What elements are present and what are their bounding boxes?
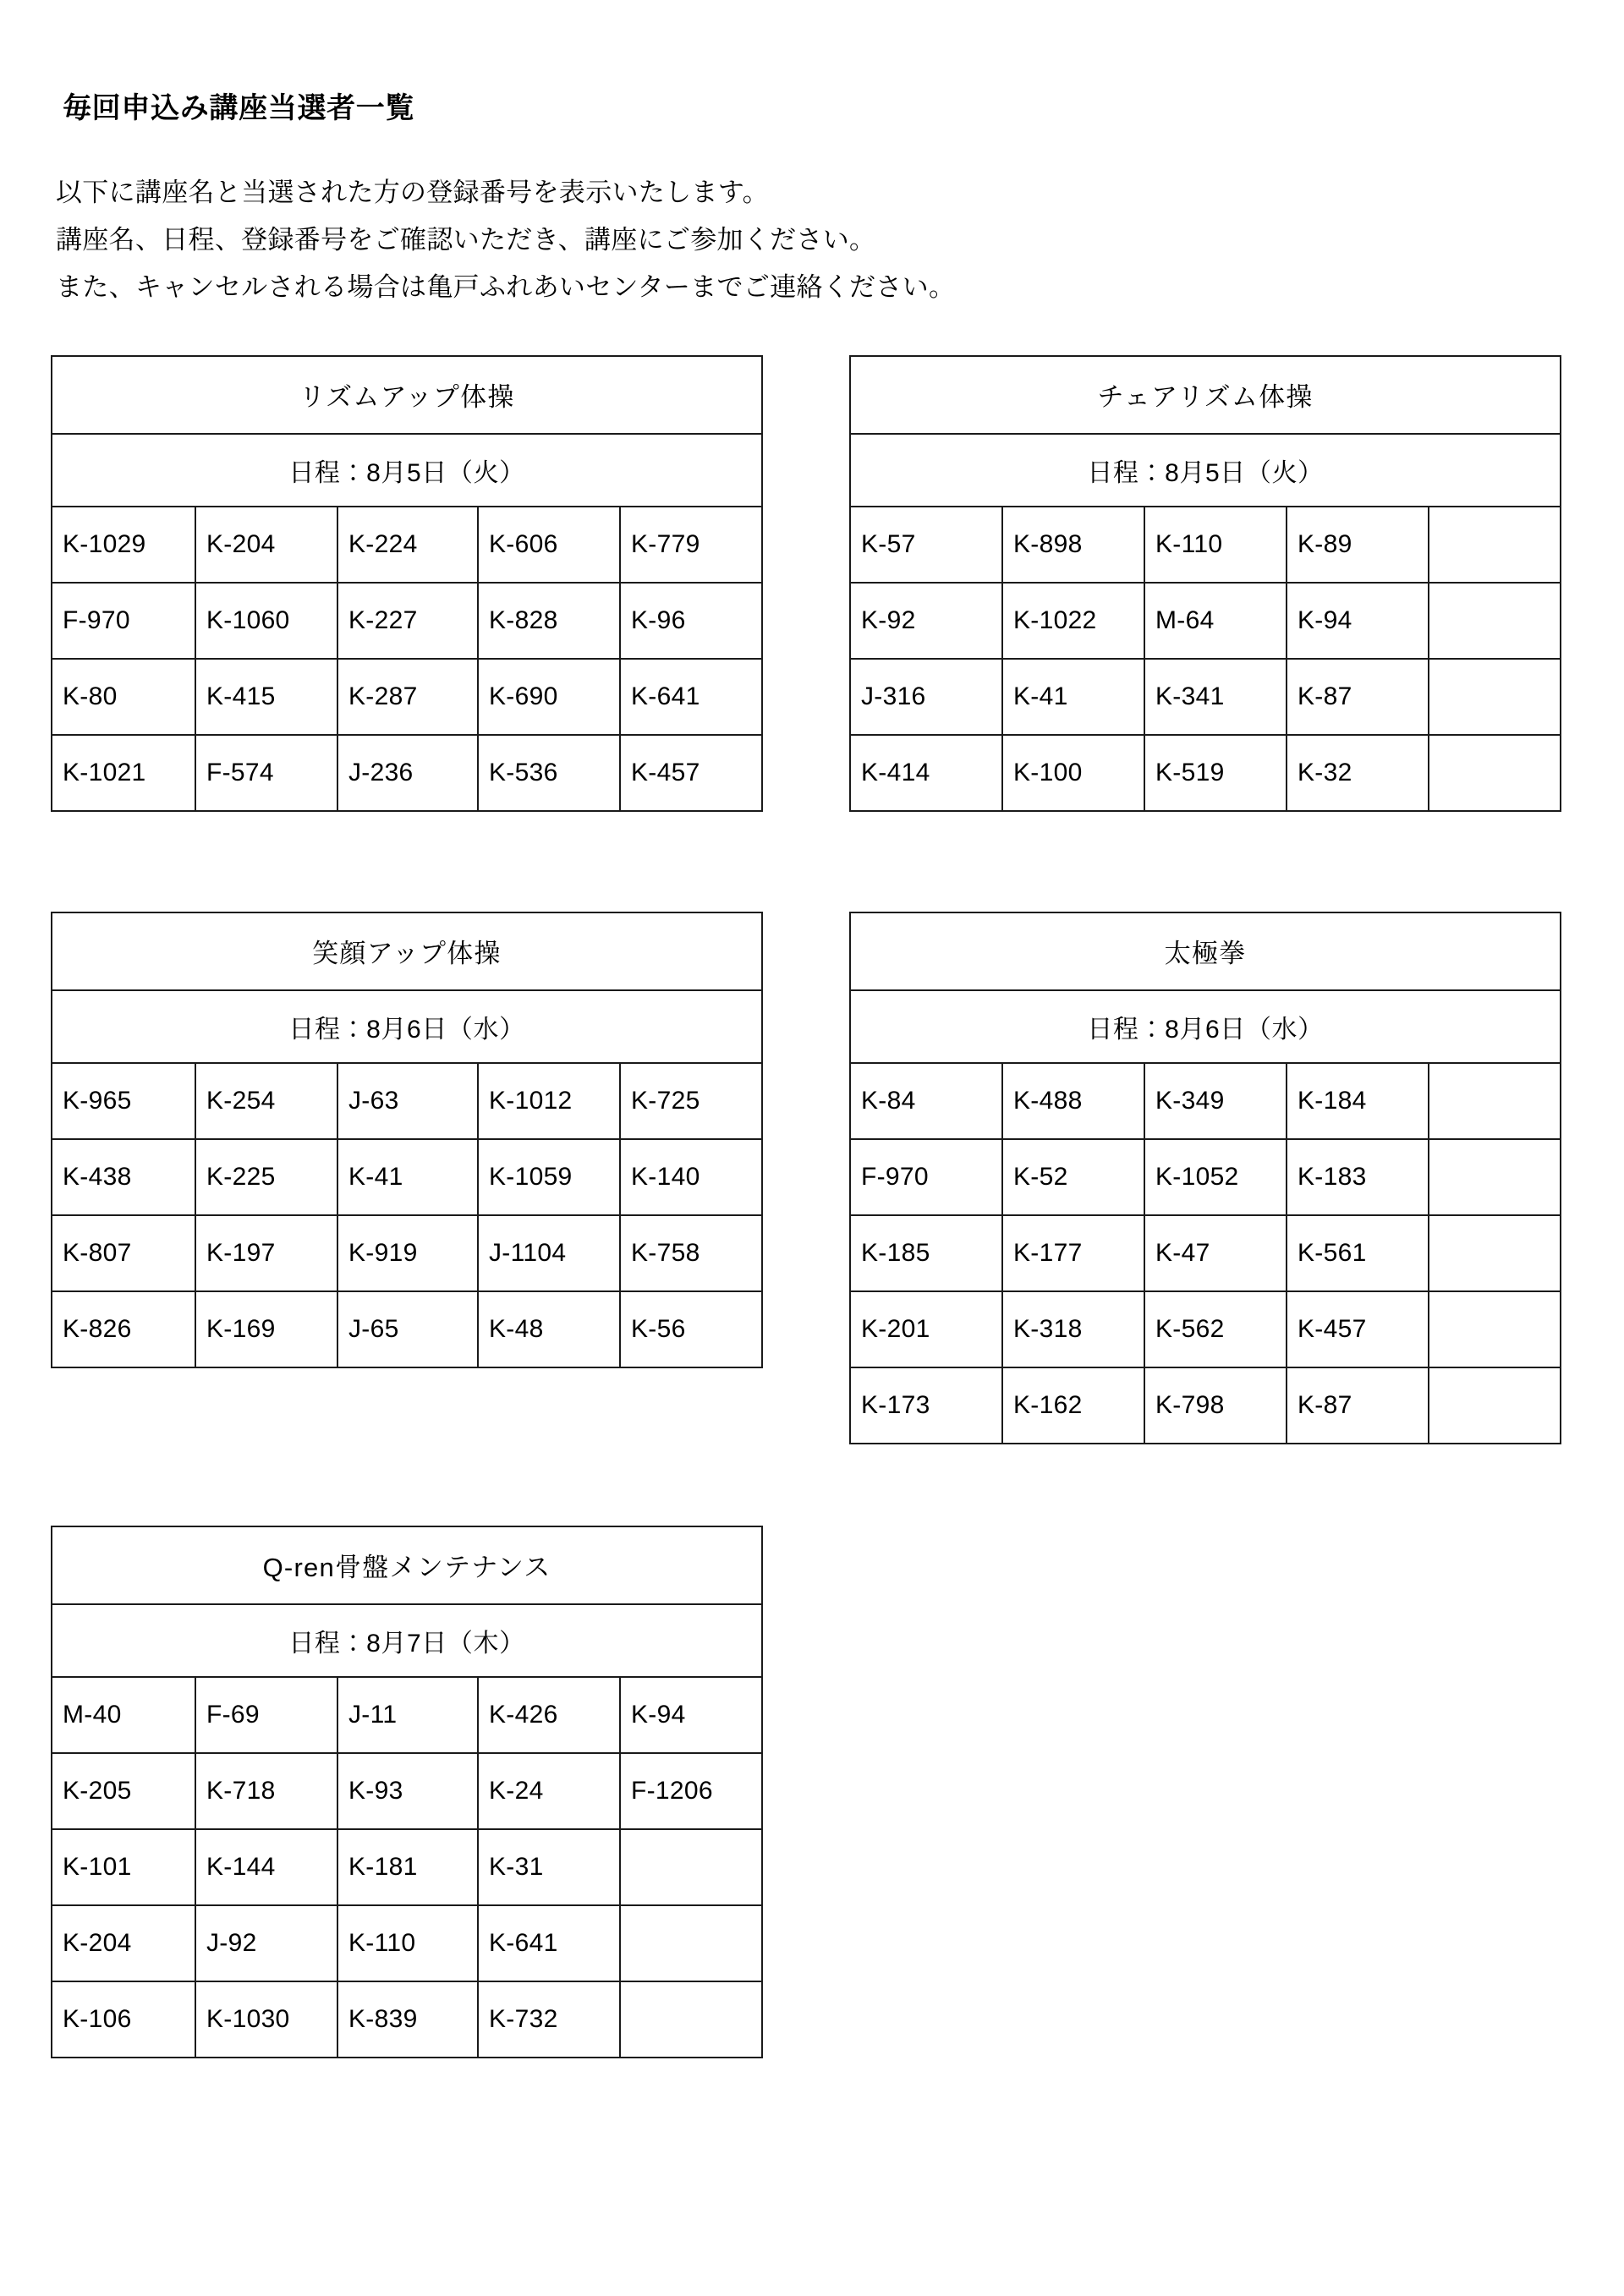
registration-number: M-40 (52, 1677, 195, 1753)
registration-number: K-732 (478, 1981, 620, 2058)
tables-column-right-1 (849, 355, 1594, 812)
registration-number-empty (620, 1981, 762, 2058)
intro-paragraph (56, 172, 1548, 310)
table-row (52, 1905, 762, 1981)
registration-number: K-32 (1287, 735, 1429, 811)
course-tables-area (51, 355, 1548, 2058)
registration-number: K-1060 (195, 583, 337, 659)
registration-number: K-183 (1287, 1139, 1429, 1215)
course-name: 笑顔アップ体操 (52, 912, 762, 990)
registration-number: K-201 (850, 1291, 1002, 1367)
registration-number: K-1052 (1144, 1139, 1287, 1215)
registration-number: K-415 (195, 659, 337, 735)
registration-number: K-779 (620, 507, 762, 583)
registration-number-empty (1429, 583, 1561, 659)
registration-number: K-641 (620, 659, 762, 735)
registration-number: K-169 (195, 1291, 337, 1367)
table-row (850, 659, 1561, 735)
table-row (850, 1291, 1561, 1367)
registration-number-empty (1429, 1215, 1561, 1291)
registration-number: K-725 (620, 1063, 762, 1139)
registration-number: K-87 (1287, 659, 1429, 735)
registration-number: J-1104 (478, 1215, 620, 1291)
registration-number: K-94 (620, 1677, 762, 1753)
registration-number: K-48 (478, 1291, 620, 1367)
course-date: 日程：8月5日（火） (52, 434, 762, 507)
table-row (850, 1063, 1561, 1139)
registration-number-empty (1429, 1139, 1561, 1215)
registration-number: K-1059 (478, 1139, 620, 1215)
registration-number: K-641 (478, 1905, 620, 1981)
registration-number: K-457 (1287, 1291, 1429, 1367)
registration-number: K-718 (195, 1753, 337, 1829)
spacer (51, 1444, 1548, 1526)
page-title: 毎回申込み講座当選者一覧 (63, 92, 415, 124)
table-row (52, 735, 762, 811)
table-row (52, 1291, 762, 1367)
registration-number: K-224 (337, 507, 478, 583)
registration-number-empty (1429, 735, 1561, 811)
registration-number: K-110 (1144, 507, 1287, 583)
tables-row-2 (51, 912, 1548, 1444)
registration-number: K-93 (337, 1753, 478, 1829)
registration-number: K-758 (620, 1215, 762, 1291)
table-date-row (52, 990, 762, 1063)
table-row (850, 735, 1561, 811)
registration-number: F-69 (195, 1677, 337, 1753)
registration-number: K-87 (1287, 1367, 1429, 1444)
table-title-row (52, 1526, 762, 1604)
registration-number: J-92 (195, 1905, 337, 1981)
table-date-row (52, 1604, 762, 1677)
table-row (850, 1367, 1561, 1444)
registration-number: K-47 (1144, 1215, 1287, 1291)
registration-number: K-318 (1002, 1291, 1144, 1367)
registration-number: K-457 (620, 735, 762, 811)
registration-number: K-31 (478, 1829, 620, 1905)
tables-row-3 (51, 1526, 1548, 2058)
course-name: リズムアップ体操 (52, 356, 762, 434)
registration-number: K-184 (1287, 1063, 1429, 1139)
registration-number: K-341 (1144, 659, 1287, 735)
registration-number: K-57 (850, 507, 1002, 583)
registration-number: K-162 (1002, 1367, 1144, 1444)
registration-number: J-236 (337, 735, 478, 811)
registration-number: K-110 (337, 1905, 478, 1981)
registration-number: K-254 (195, 1063, 337, 1139)
registration-number: J-63 (337, 1063, 478, 1139)
registration-number: F-970 (850, 1139, 1002, 1215)
registration-number: K-898 (1002, 507, 1144, 583)
registration-number: K-185 (850, 1215, 1002, 1291)
table-row (850, 507, 1561, 583)
tables-column-left-1 (51, 355, 795, 812)
registration-number-empty (1429, 507, 1561, 583)
course-date: 日程：8月5日（火） (850, 434, 1561, 507)
table-title-row (850, 912, 1561, 990)
registration-number-empty (1429, 659, 1561, 735)
registration-number: K-839 (337, 1981, 478, 2058)
registration-number: K-349 (1144, 1063, 1287, 1139)
registration-number: K-96 (620, 583, 762, 659)
registration-number: K-919 (337, 1215, 478, 1291)
table-row (52, 1063, 762, 1139)
registration-number: K-414 (850, 735, 1002, 811)
table-date-row (850, 434, 1561, 507)
registration-number: K-807 (52, 1215, 195, 1291)
registration-number: K-52 (1002, 1139, 1144, 1215)
registration-number: K-826 (52, 1291, 195, 1367)
registration-number: K-426 (478, 1677, 620, 1753)
intro-line-1: 以下に講座名と当選された方の登録番号を表示いたします。 (56, 178, 769, 207)
course-table-rhythm-up (51, 355, 763, 812)
registration-number: K-227 (337, 583, 478, 659)
registration-number: K-197 (195, 1215, 337, 1291)
tables-column-left-2 (51, 912, 795, 1368)
table-row (52, 583, 762, 659)
registration-number: K-1030 (195, 1981, 337, 2058)
registration-number: K-690 (478, 659, 620, 735)
registration-number-empty (620, 1905, 762, 1981)
course-date: 日程：8月7日（木） (52, 1604, 762, 1677)
intro-line-2: 講座名、日程、登録番号をご確認いただき、講座にご参加ください。 (56, 225, 876, 255)
registration-number: K-519 (1144, 735, 1287, 811)
registration-number: K-89 (1287, 507, 1429, 583)
registration-number: K-287 (337, 659, 478, 735)
registration-number: K-1021 (52, 735, 195, 811)
table-title-row (52, 912, 762, 990)
registration-number: K-562 (1144, 1291, 1287, 1367)
registration-number: K-24 (478, 1753, 620, 1829)
registration-number: K-80 (52, 659, 195, 735)
registration-number: K-106 (52, 1981, 195, 2058)
table-title-row (52, 356, 762, 434)
registration-number: F-574 (195, 735, 337, 811)
course-date: 日程：8月6日（水） (850, 990, 1561, 1063)
registration-number: K-204 (52, 1905, 195, 1981)
registration-number: K-1012 (478, 1063, 620, 1139)
course-name: 太極拳 (850, 912, 1561, 990)
table-row (850, 1139, 1561, 1215)
registration-number: K-181 (337, 1829, 478, 1905)
registration-number: F-970 (52, 583, 195, 659)
table-date-row (850, 990, 1561, 1063)
table-row (52, 1753, 762, 1829)
registration-number: J-65 (337, 1291, 478, 1367)
table-row (52, 1139, 762, 1215)
tables-column-left-3 (51, 1526, 795, 2058)
registration-number: K-488 (1002, 1063, 1144, 1139)
spacer (51, 812, 1548, 912)
table-row (52, 1981, 762, 2058)
course-name: Q-ren骨盤メンテナンス (52, 1526, 762, 1604)
tables-column-right-2 (849, 912, 1594, 1444)
registration-number: K-1022 (1002, 583, 1144, 659)
registration-number: K-84 (850, 1063, 1002, 1139)
course-name: チェアリズム体操 (850, 356, 1561, 434)
registration-number: K-438 (52, 1139, 195, 1215)
registration-number: J-316 (850, 659, 1002, 735)
tables-row-1 (51, 355, 1548, 812)
registration-number: K-965 (52, 1063, 195, 1139)
registration-number-empty (1429, 1063, 1561, 1139)
registration-number: F-1206 (620, 1753, 762, 1829)
table-row (52, 659, 762, 735)
table-row (850, 583, 1561, 659)
registration-number: K-177 (1002, 1215, 1144, 1291)
table-title-row (850, 356, 1561, 434)
course-table-smile-up (51, 912, 763, 1368)
table-row (52, 1829, 762, 1905)
registration-number-empty (1429, 1367, 1561, 1444)
registration-number: K-536 (478, 735, 620, 811)
table-date-row (52, 434, 762, 507)
registration-number-empty (620, 1829, 762, 1905)
registration-number: K-140 (620, 1139, 762, 1215)
course-table-taichi (849, 912, 1561, 1444)
table-row (52, 507, 762, 583)
registration-number: K-56 (620, 1291, 762, 1367)
registration-number: K-561 (1287, 1215, 1429, 1291)
registration-number: K-94 (1287, 583, 1429, 659)
registration-number: K-205 (52, 1753, 195, 1829)
registration-number-empty (1429, 1291, 1561, 1367)
registration-number: K-101 (52, 1829, 195, 1905)
intro-line-3: また、キャンセルされる場合は亀戸ふれあいセンターまでご連絡ください。 (56, 272, 956, 303)
course-table-qren-pelvis (51, 1526, 763, 2058)
table-row (52, 1677, 762, 1753)
registration-number: K-606 (478, 507, 620, 583)
registration-number: K-41 (1002, 659, 1144, 735)
registration-number: K-204 (195, 507, 337, 583)
registration-number: J-11 (337, 1677, 478, 1753)
registration-number: K-92 (850, 583, 1002, 659)
table-row (850, 1215, 1561, 1291)
registration-number: K-225 (195, 1139, 337, 1215)
registration-number: M-64 (1144, 583, 1287, 659)
course-date: 日程：8月6日（水） (52, 990, 762, 1063)
registration-number: K-100 (1002, 735, 1144, 811)
registration-number: K-144 (195, 1829, 337, 1905)
registration-number: K-41 (337, 1139, 478, 1215)
registration-number: K-1029 (52, 507, 195, 583)
registration-number: K-828 (478, 583, 620, 659)
registration-number: K-173 (850, 1367, 1002, 1444)
table-row (52, 1215, 762, 1291)
registration-number: K-798 (1144, 1367, 1287, 1444)
course-table-chair-rhythm (849, 355, 1561, 812)
